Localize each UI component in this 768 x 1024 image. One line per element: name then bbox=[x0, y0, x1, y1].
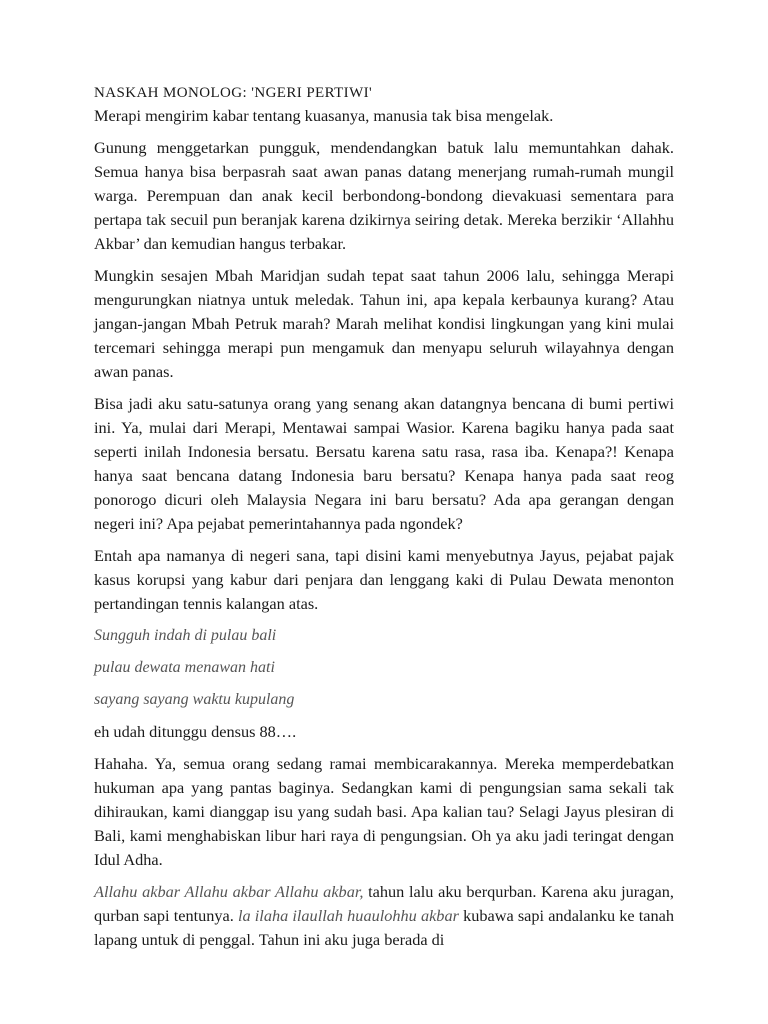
paragraph-3: Bisa jadi aku satu-satunya orang yang senang akan datangnya bencana di bumi pertiwi ini. Ya, mulai dari Merapi, Mentawai sampai Wasior. Karena bagiku hanya pada saat seperti inilah Indonesia bersatu. Bersatu karena satu rasa, rasa iba. Kenapa?! Kenapa hanya saat bencana datang Indonesia baru bersatu? Kenapa hanya pada saat reog ponorogo dicuri oleh Malaysia Negara ini baru bersatu? Ada apa gerangan dengan negeri ini? Apa pejabat pemerintahannya pada ngondek? bbox=[94, 394, 674, 533]
paragraph-6-text-2: kubawa sapi andalanku ke tanah lapang untuk di penggal. Tahun ini aku juga berada di bbox=[94, 906, 674, 949]
poem-closing-line: eh udah ditunggu densus 88…. bbox=[94, 722, 297, 741]
paragraph-5: Hahaha. Ya, semua orang sedang ramai membicarakannya. Mereka memperdebatkan hukuman apa yang pantas baginya. Sedangkan kami di pengungsian sama sekali tak dihiraukan, kami dianggap isu yang sudah basi. Apa kalian tau? Selagi Jayus plesiran di Bali, kami menghabiskan libur hari raya di pengungsian. Oh ya aku jadi teringat dengan Idul Adha. bbox=[94, 754, 674, 869]
paragraph-6 bbox=[94, 880, 674, 952]
document-title: NASKAH MONOLOG: 'NGERI PERTIWI' bbox=[94, 85, 373, 101]
paragraph-6-text-1: tahun lalu aku berqurban. Karena aku juragan, qurban sapi tentunya. bbox=[94, 882, 674, 925]
paragraph-4: Entah apa namanya di negeri sana, tapi disini kami menyebutnya Jayus, pejabat pajak kasus korupsi yang kabur dari penjara dan lenggang kaki di Pulau Dewata menonton pertandingan tennis kalangan atas. bbox=[94, 546, 674, 613]
poem-line-2: pulau dewata menawan hati bbox=[94, 659, 275, 676]
paragraph-2: Mungkin sesajen Mbah Maridjan sudah tepat saat tahun 2006 lalu, sehingga Merapi mengurungkan niatnya untuk meledak. Tahun ini, apa kepala kerbaunya kurang? Atau jangan-jangan Mbah Petruk marah? Marah melihat kondisi lingkungan yang kini mulai tercemari sehingga merapi pun mengamuk dan menyapu seluruh wilayahnya dengan awan panas. bbox=[94, 266, 674, 381]
paragraph-1: Gunung menggetarkan pungguk, mendendangkan batuk lalu memuntahkan dahak. Semua hanya bisa berpasrah saat awan panas datang menerjang rumah-rumah mungil warga. Perempuan dan anak kecil berbondong-bondong dievakuasi sementara para pertapa tak secuil pun beranjak karena dzikirnya seiring detak. Mereka berzikir ‘Allahhu Akbar’ dan kemudian hangus terbakar. bbox=[94, 138, 674, 253]
poem-line-3: sayang sayang waktu kupulang bbox=[94, 691, 295, 708]
poem-line-1: Sungguh indah di pulau bali bbox=[94, 627, 277, 644]
lead-line: Merapi mengirim kabar tentang kuasanya, manusia tak bisa mengelak. bbox=[94, 106, 554, 125]
takbir-italic: Allahu akbar Allahu akbar Allahu akbar, bbox=[94, 882, 364, 901]
tahlil-italic: la ilaha ilaullah huaulohhu akbar bbox=[237, 906, 459, 925]
